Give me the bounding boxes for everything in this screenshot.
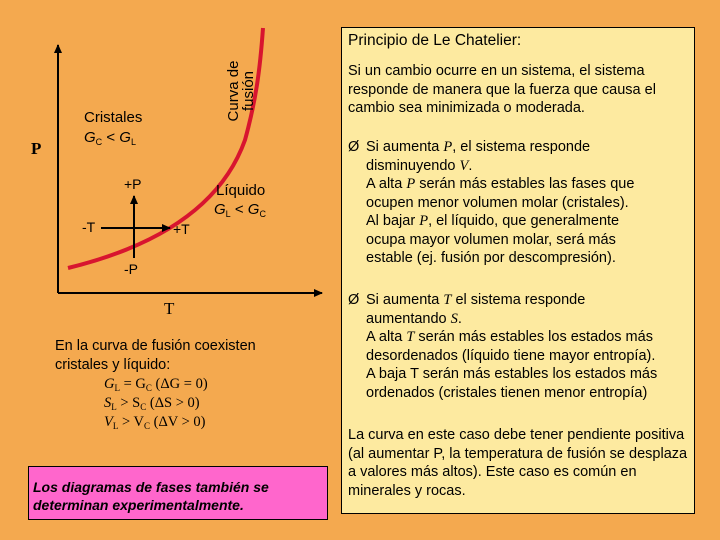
fusion-label-line2: fusión (240, 70, 257, 112)
liquid-label: Líquido (216, 182, 266, 199)
panel-intro: Si un cambio ocurre en un sistema, el sistema responde de manera que la fuerza que causa el cambio sea minimizada o moderada. (348, 63, 656, 116)
crystals-label: Cristales (84, 109, 143, 126)
equation-v: $V_L > V_C$ (ΔV > 0) (104, 414, 206, 431)
panel-title: Principio de Le Chatelier: (348, 32, 522, 49)
coexistence-text (55, 337, 335, 374)
phase-diagram (0, 0, 340, 330)
bullet-temperature: Ø Si aumenta T el sistema responde aumentando S. A alta T serán más estables los estados más desordenados (líquido tiene mayor entropía). A baja T serán más estables los estados más ordenados (cristales tienen menor entropía) (348, 292, 658, 401)
equation-s: $S_L > S_C$ (ΔS > 0) (104, 395, 200, 412)
crystals-condition: $G_C < G_L$ (84, 129, 136, 147)
bullet-arrow-icon: Ø (348, 292, 360, 308)
fusion-curve-label (226, 31, 256, 151)
coexistence-line1: En la curva de fusión coexisten (55, 338, 256, 354)
fusion-label-line1: Curva de (225, 60, 242, 122)
coexistence-line2: cristales y líquido: (55, 356, 171, 373)
bullet-pressure: Ø Si aumenta P, el sistema responde disminuyendo V. A alta P serán más estables las fases que ocupen menor volumen molar (cristales). Al bajar P, el líquido, que generalmente ocupa mayor volumen molar, será más estable (ej. fusión por descompresión). (348, 139, 635, 266)
minus-t-label: -T (82, 219, 96, 235)
plus-p-label: +P (124, 176, 142, 192)
plus-t-label: +T (173, 221, 190, 237)
bullet-arrow-icon: Ø (348, 139, 360, 155)
y-axis-label: P (31, 139, 42, 158)
x-axis-label: T (164, 299, 175, 318)
panel-closing: La curva en este caso debe tener pendiente positiva (al aumentar P, la temperatura de fusión se desplaza a valores más altos). Este caso es común en minerales y rocas. (348, 427, 688, 499)
equation-g: $G_L = G_C$ (ΔG = 0) (104, 376, 208, 393)
minus-p-label: -P (124, 261, 138, 277)
le-chatelier-panel (341, 27, 695, 514)
experimental-note: Los diagramas de fases también se determinan experimentalmente. (28, 466, 328, 520)
liquid-condition: $G_L < G_C$ (214, 201, 266, 219)
